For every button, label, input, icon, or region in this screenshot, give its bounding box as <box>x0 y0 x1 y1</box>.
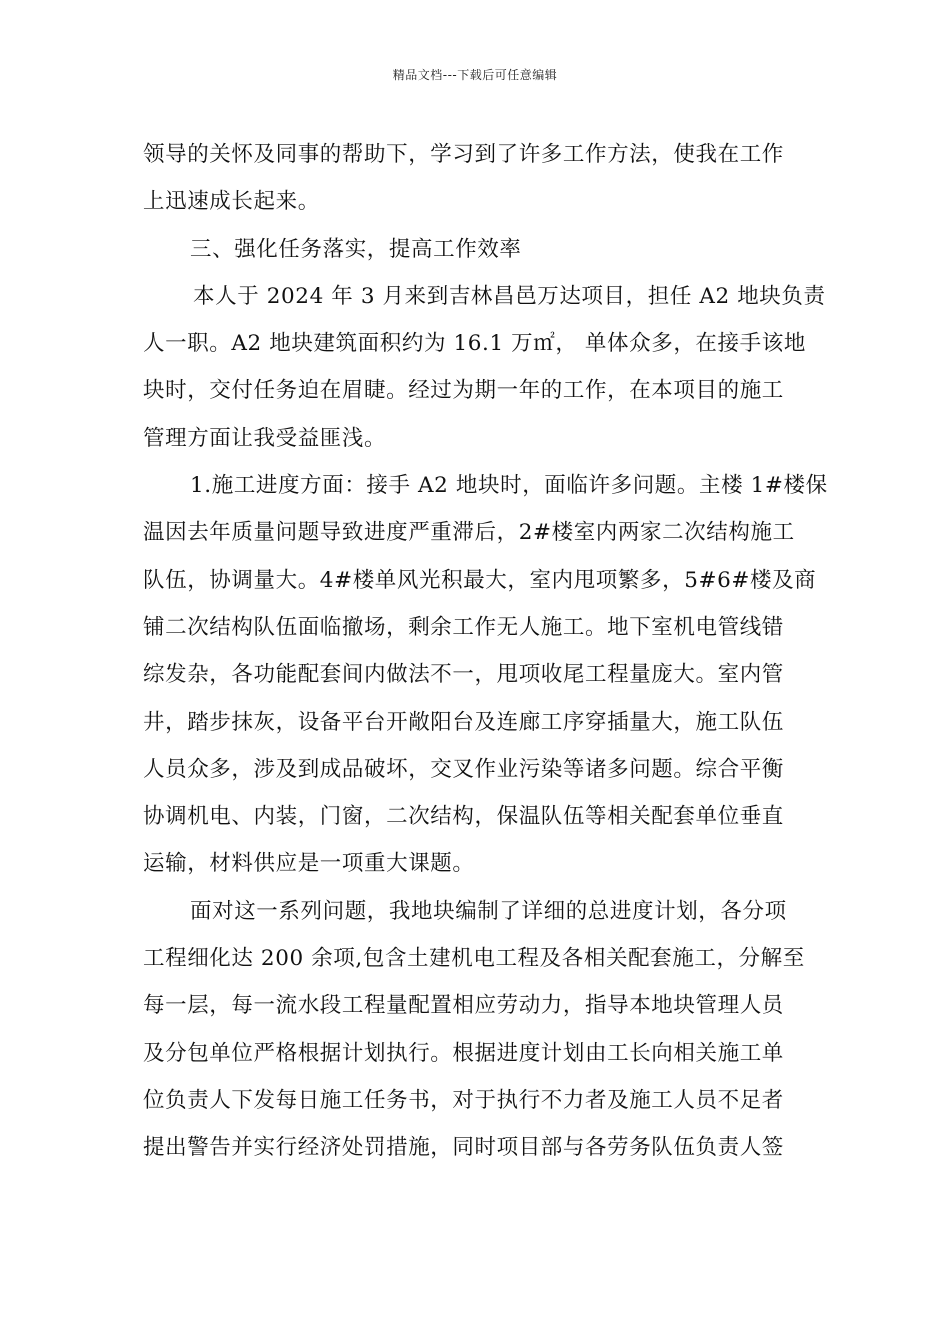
text-line: 协调机电、内装，门窗，二次结构，保温队伍等相关配套单位垂直 <box>143 804 784 830</box>
text-line: 上迅速成长起来。 <box>143 189 320 215</box>
paragraph-start: 面对这一系列问题，我地块编制了详细的总进度计划，各分项 <box>190 898 787 924</box>
text-line: 铺二次结构队伍面临撤场，剩余工作无人施工。地下室机电管线错 <box>143 614 784 640</box>
paragraph-start: 本人于 2024 年 3 月来到吉林昌邑万达项目，担任 A2 地块负责 <box>193 283 826 309</box>
text-line: 位负责人下发每日施工任务书，对于执行不力者及施工人员不足者 <box>143 1087 784 1113</box>
text-line: 提出警告并实行经济处罚措施，同时项目部与各劳务队伍负责人签 <box>143 1135 784 1161</box>
page-header: 精品文档---下载后可任意编辑 <box>392 68 558 82</box>
text-line: 温因去年质量问题导致进度严重滞后，2#楼室内两家二次结构施工 <box>143 520 795 546</box>
section-heading: 三、强化任务落实，提高工作效率 <box>190 236 522 262</box>
body-text <box>143 131 828 1172</box>
text-line: 管理方面让我受益匪浅。 <box>143 425 387 451</box>
text-line: 每一层，每一流水段工程量配置相应劳动力，指导本地块管理人员 <box>143 993 784 1019</box>
text-line: 块时，交付任务迫在眉睫。经过为期一年的工作，在本项目的施工 <box>143 378 784 404</box>
text-line: 综发杂，各功能配套间内做法不一，甩项收尾工程量庞大。室内管 <box>143 662 784 688</box>
text-line: 人一职。A2 地块建筑面积约为 16.1 万㎡， 单体众多，在接手该地 <box>143 331 806 357</box>
text-line: 及分包单位严格根据计划执行。根据进度计划由工长向相关施工单 <box>143 1040 784 1066</box>
text-line: 运输，材料供应是一项重大课题。 <box>143 851 475 877</box>
text-line: 领导的关怀及同事的帮助下，学习到了许多工作方法，使我在工作 <box>143 142 784 167</box>
text-line: 队伍，协调量大。4#楼单风光积最大，室内甩项繁多，5#6#楼及商 <box>143 567 817 593</box>
text-line: 井，踏步抹灰，设备平台开敞阳台及连廊工序穿插量大，施工队伍 <box>143 709 784 735</box>
text-line: 工程细化达 200 余项,包含土建机电工程及各相关配套施工，分解至 <box>143 946 805 972</box>
paragraph-start: 1.施工进度方面：接手 A2 地块时，面临许多问题。主楼 1#楼保 <box>190 473 828 499</box>
text-line: 人员众多，涉及到成品破坏，交叉作业污染等诸多问题。综合平衡 <box>143 756 784 782</box>
